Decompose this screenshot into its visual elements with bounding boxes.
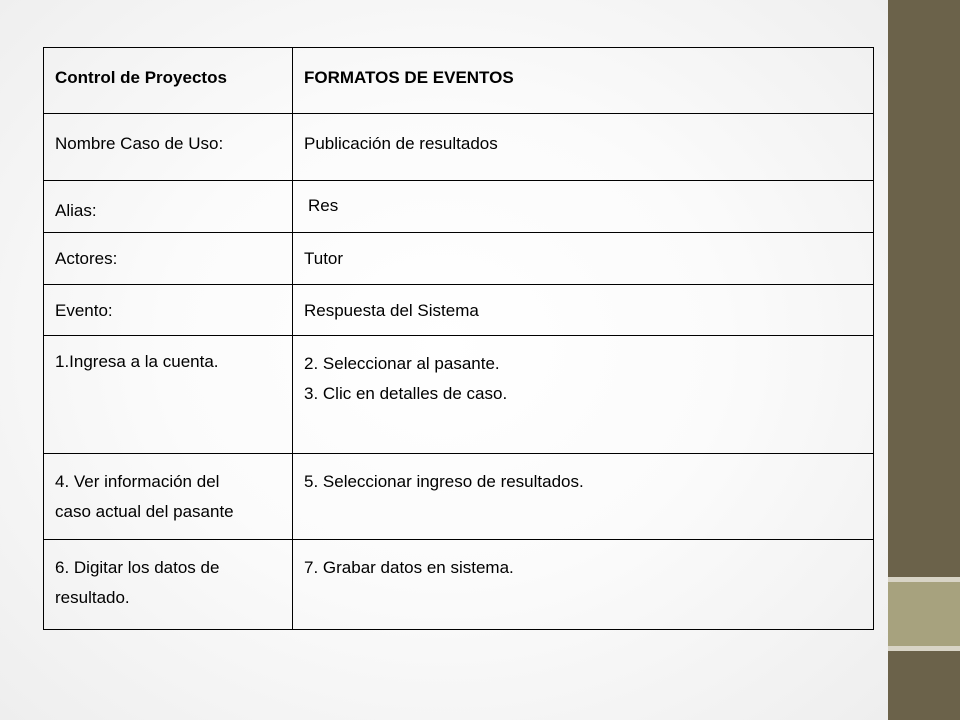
value-cell-actors — [293, 233, 874, 285]
event-step-6-line-2: resultado. — [55, 588, 130, 607]
label-cell-event — [44, 285, 293, 336]
table-header-row — [44, 48, 874, 114]
event-cell-1 — [44, 336, 293, 454]
value-actors: Tutor — [304, 249, 344, 268]
header-cell-project-control — [44, 48, 293, 114]
value-alias: Res — [308, 196, 339, 215]
side-bar-accent-band — [888, 582, 960, 646]
table-row — [44, 114, 874, 181]
response-cell-7 — [293, 540, 874, 630]
response-cell-5 — [293, 454, 874, 540]
event-cell-4 — [44, 454, 293, 540]
value-event: Respuesta del Sistema — [304, 301, 479, 320]
response-step-3: 3. Clic en detalles de caso. — [304, 384, 508, 403]
label-event: Evento: — [55, 301, 113, 320]
event-step-1: 1.Ingresa a la cuenta. — [55, 352, 219, 371]
table-row — [44, 181, 874, 233]
event-step-4-line-1: 4. Ver información del — [55, 472, 220, 491]
response-step-5: 5. Seleccionar ingreso de resultados. — [304, 472, 584, 491]
header-cell-event-formats — [293, 48, 874, 114]
event-format-table — [43, 47, 874, 630]
event-step-4-line-2: caso actual del pasante — [55, 502, 234, 521]
response-step-7: 7. Grabar datos en sistema. — [304, 558, 514, 577]
value-cell-use-case-name — [293, 114, 874, 181]
response-step-2: 2. Seleccionar al pasante. — [304, 354, 500, 373]
value-cell-event — [293, 285, 874, 336]
label-alias: Alias: — [55, 201, 97, 220]
header-project-control-text: Control de Proyectos — [55, 68, 227, 87]
table-row — [44, 454, 874, 540]
value-use-case-name: Publicación de resultados — [304, 134, 498, 153]
label-cell-use-case-name — [44, 114, 293, 181]
label-use-case-name: Nombre Caso de Uso: — [55, 134, 224, 153]
side-bar-band-separator-bottom — [888, 646, 960, 651]
table-row — [44, 233, 874, 285]
value-cell-alias — [293, 181, 874, 233]
label-cell-actors — [44, 233, 293, 285]
response-cell-2-3 — [293, 336, 874, 454]
event-step-6-line-1: 6. Digitar los datos de — [55, 558, 220, 577]
side-decorative-bar — [888, 0, 960, 720]
label-cell-alias — [44, 181, 293, 233]
table-row — [44, 336, 874, 454]
table-row — [44, 540, 874, 630]
table-row — [44, 285, 874, 336]
label-actors: Actores: — [55, 249, 118, 268]
event-cell-6 — [44, 540, 293, 630]
header-event-formats-text: FORMATOS DE EVENTOS — [304, 68, 514, 87]
